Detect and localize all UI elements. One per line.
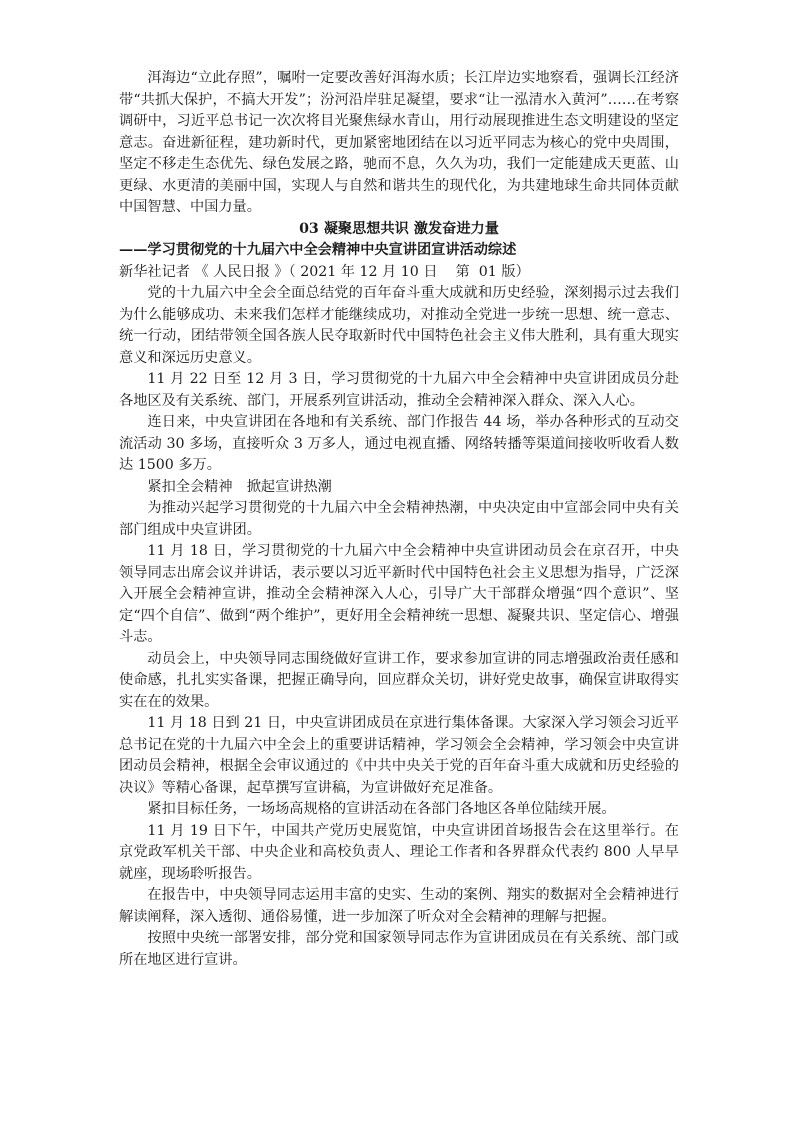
body-paragraph: 11 月 22 日至 12 月 3 日，学习贯彻党的十九届六中全会精神中央宣讲团成员分赴各地区及有关系统、部门，开展系列宣讲活动，推动全会精神深入群众、深入人心。 [119, 371, 679, 409]
article-source: 新华社记者 《 人民日报 》（ 2021 年 12 月 10 日 第 01 版） [119, 263, 530, 280]
body-paragraph: 按照中央统一部署安排，部分党和国家领导同志作为宣讲团成员在有关系统、部门或所在地区进行宣讲。 [119, 930, 679, 968]
body-paragraph: 11 月 18 日，学习贯彻党的十九届六中全会精神中央宣讲团动员会在京召开，中央领导同志出席会议并讲话，表示要以习近平新时代中国特色社会主义思想为指导，广泛深入开展全会精神宣讲，推动全会精神深入人心，引导广大干部群众增强“四个意识”、坚定“四个自信”、做到“两个维护”，更好用全会精神统一思想、凝聚共识、坚定信心、增强斗志。 [119, 543, 679, 645]
intro-paragraph: 洱海边“立此存照”，嘱咐一定要改善好洱海水质；长江岸边实地察看，强调长江经济带“共抓大保护，不搞大开发”；汾河沿岸驻足凝望，要求“让一泓清水入黄河”……在考察调研中，习近平总书记一次次将目光聚焦绿水青山，用行动展现推进生态文明建设的坚定意志。奋进新征程，建功新时代，更加紧密地团结在以习近平同志为核心的党中央周围，坚定不移走生态优先、绿色发展之路，驰而不息，久久为功，我们一定能建成天更蓝、山更绿、水更清的美丽中国，实现人与自然和谐共生的现代化，为共建地球生命共同体贡献中国智慧、中国力量。 [119, 70, 679, 215]
body-paragraph: 紧扣目标任务，一场场高规格的宣讲活动在各部门各地区各单位陆续开展。 [147, 801, 616, 817]
body-paragraph: 11 月 19 日下午，中国共产党历史展览馆，中央宣讲团首场报告会在这里举行。在京党政军机关干部、中央企业和高校负责人、理论工作者和各界群众代表约 800 人早早就座，现场聆听报告。 [119, 822, 679, 882]
body-paragraph: 党的十九届六中全会全面总结党的百年奋斗重大成就和历史经验，深刻揭示过去我们为什么能够成功、未来我们怎样才能继续成功，对推动全党进一步统一思想、统一意志、统一行动，团结带领全国各族人民夺取新时代中国特色社会主义伟大胜利，具有重大现实意义和深远历史意义。 [119, 285, 679, 366]
article-title: 03 凝聚思想共识 激发奋进力量 [299, 220, 499, 237]
body-paragraph: 11 月 18 日到 21 日，中央宣讲团成员在京进行集体备课。大家深入学习领会习近平总书记在党的十九届六中全会上的重要讲话精神，学习领会全会精神，学习领会中央宣讲团动员会精神，根据全会审议通过的《中共中央关于党的百年奋斗重大成就和历史经验的决议》等精心备课，起草撰写宣讲稿，为宣讲做好充足准备。 [119, 715, 679, 796]
article-subtitle: ——学习贯彻党的十九届六中全会精神中央宣讲团宣讲活动综述 [119, 242, 517, 258]
document-page [119, 68, 679, 971]
body-paragraph: 为推动兴起学习贯彻党的十九届六中全会精神热潮，中央决定由中宣部会同中央有关部门组成中央宣讲团。 [119, 500, 679, 538]
body-paragraph: 动员会上，中央领导同志围绕做好宣讲工作，要求参加宣讲的同志增强政治责任感和使命感，扎扎实实备课，把握正确导向，回应群众关切，讲好党史故事，确保宣讲取得实实在在的效果。 [119, 650, 679, 710]
body-paragraph: 在报告中，中央领导同志运用丰富的史实、生动的案例、翔实的数据对全会精神进行解读阐释，深入透彻、通俗易懂，进一步加深了听众对全会精神的理解与把握。 [119, 887, 679, 925]
body-paragraph: 连日来，中央宣讲团在各地和有关系统、部门作报告 44 场，举办各种形式的互动交流活动 30 多场，直接听众 3 万多人，通过电视直播、网络转播等渠道间接收听收看人数达 1500 多万。 [119, 414, 679, 473]
section-heading: 紧扣全会精神 掀起宣讲热潮 [147, 478, 332, 495]
